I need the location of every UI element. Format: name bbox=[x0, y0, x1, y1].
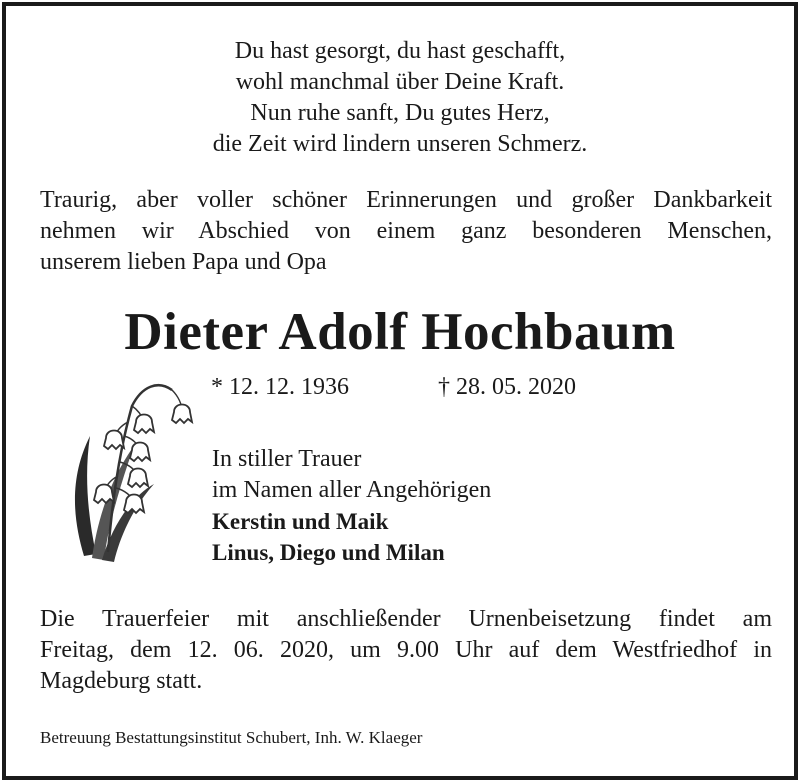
obituary-frame bbox=[2, 2, 798, 780]
service-line: Die Trauerfeier mit anschließender Urnenbeisetzung findet am bbox=[40, 606, 772, 632]
deceased-name: Dieter Adolf Hochbaum bbox=[124, 303, 676, 361]
intro-text bbox=[40, 185, 772, 278]
mourners-line: In stiller Trauer bbox=[212, 446, 362, 472]
intro-line: unserem lieben Papa und Opa bbox=[40, 249, 327, 275]
intro-line: nehmen wir Abschied von einem ganz besonderen Menschen, bbox=[40, 218, 772, 244]
poem-line: die Zeit wird lindern unseren Schmerz. bbox=[212, 131, 588, 157]
service-info bbox=[40, 604, 772, 697]
mourners-line: im Namen aller Angehörigen bbox=[212, 477, 492, 503]
intro-line: Traurig, aber voller schöner Erinnerungen und großer Dankbarkeit bbox=[40, 187, 772, 213]
poem-line: Nun ruhe sanft, Du gutes Herz, bbox=[250, 100, 550, 126]
service-line: Magdeburg statt. bbox=[40, 668, 203, 694]
poem bbox=[6, 36, 794, 160]
death-date: † 28. 05. 2020 bbox=[438, 374, 576, 400]
service-line: Freitag, dem 12. 06. 2020, um 9.00 Uhr auf dem Westfriedhof in bbox=[40, 637, 772, 663]
birth-date: * 12. 12. 1936 bbox=[211, 374, 349, 400]
poem-line: Du hast gesorgt, du hast geschafft, bbox=[234, 38, 566, 64]
poem-line: wohl manchmal über Deine Kraft. bbox=[235, 69, 565, 95]
funeral-home-credit: Betreuung Bestattungsinstitut Schubert, Inh. W. Klaeger bbox=[40, 728, 423, 747]
mourners bbox=[212, 444, 491, 568]
mourners-name: Linus, Diego und Milan bbox=[212, 540, 445, 565]
mourners-name: Kerstin und Maik bbox=[212, 509, 389, 534]
lily-of-the-valley-icon bbox=[62, 366, 202, 566]
